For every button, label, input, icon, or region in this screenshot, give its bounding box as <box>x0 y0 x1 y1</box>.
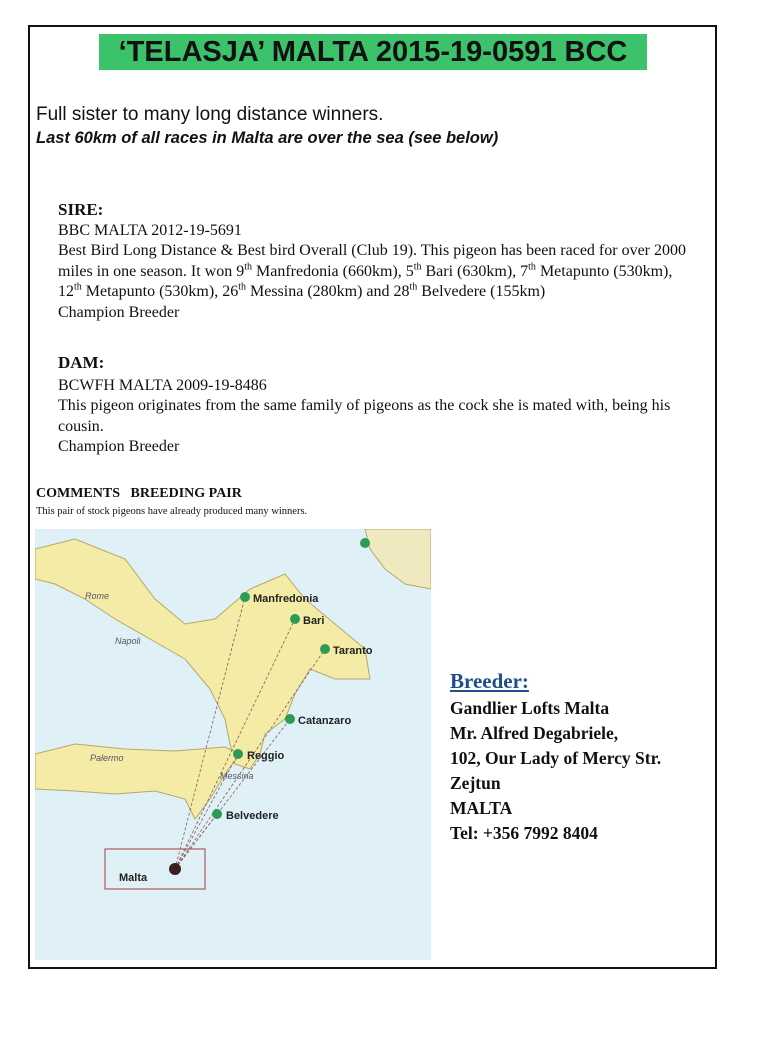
dam-heading: DAM: <box>58 353 105 372</box>
label-rome: Rome <box>85 591 110 601</box>
breeder-line: MALTA <box>450 798 513 818</box>
breeder-line: Gandlier Lofts Malta <box>450 698 610 718</box>
page-title: ‘TELASJA’ MALTA 2015-19-0591 BCC <box>99 34 647 70</box>
label-bari: Bari <box>303 615 325 627</box>
sire-description: Best Bird Long Distance & Best bird Overall (Club 19). This pigeon has been raced for over 2000 miles in one season. It won 9th Manfredonia (660km), 5th Bari (630km), 7th Metapunto (530km), 12th Metapunto (530km), 26th Messina (280km) and 28th Belvedere (155km) <box>58 242 687 300</box>
sire-section <box>58 200 698 323</box>
city-marker-manfredonia <box>240 592 250 602</box>
sire-note: Champion Breeder <box>58 303 180 321</box>
city-marker-belvedere <box>212 809 222 819</box>
comments-heading: COMMENTS BREEDING PAIR <box>36 486 242 501</box>
dam-ring: BCWFH MALTA 2009-19-8486 <box>58 376 267 394</box>
label-catanzaro: Catanzaro <box>298 715 352 727</box>
city-marker-malta <box>169 863 181 875</box>
label-napoli: Napoli <box>115 636 141 646</box>
dam-description: This pigeon originates from the same family of pigeons as the cock she is mated with, being his cousin. <box>58 397 671 435</box>
label-belvedere: Belvedere <box>226 810 279 822</box>
dam-note: Champion Breeder <box>58 438 180 455</box>
breeder-line: Mr. Alfred Degabriele, <box>450 723 619 743</box>
sire-ring: BBC MALTA 2012-19-5691 <box>58 221 242 239</box>
label-reggio: Reggio <box>247 750 285 762</box>
breeder-info <box>450 668 661 846</box>
label-palermo: Palermo <box>90 753 124 763</box>
breeder-heading: Breeder: <box>450 669 529 693</box>
city-marker-reggio <box>233 749 243 759</box>
breeder-line: Zejtun <box>450 773 501 793</box>
label-messina: Messina <box>220 771 254 781</box>
city-marker-bari <box>290 614 300 624</box>
label-malta: Malta <box>119 872 148 884</box>
intro-line-1: Full sister to many long distance winners. <box>36 104 384 125</box>
city-marker-catanzaro <box>285 714 295 724</box>
label-taranto: Taranto <box>333 645 373 657</box>
breeder-phone: Tel: +356 7992 8404 <box>450 823 598 843</box>
race-route-map <box>35 529 431 960</box>
sire-heading: SIRE: <box>58 200 104 219</box>
comments-text: This pair of stock pigeons have already produced many winners. <box>36 506 308 517</box>
breeder-line: 102, Our Lady of Mercy Str. <box>450 748 662 768</box>
label-manfredonia: Manfredonia <box>253 593 319 605</box>
city-marker-ne <box>360 538 370 548</box>
city-marker-taranto <box>320 644 330 654</box>
dam-section <box>58 353 698 458</box>
intro-line-2: Last 60km of all races in Malta are over the sea (see below) <box>36 129 499 147</box>
